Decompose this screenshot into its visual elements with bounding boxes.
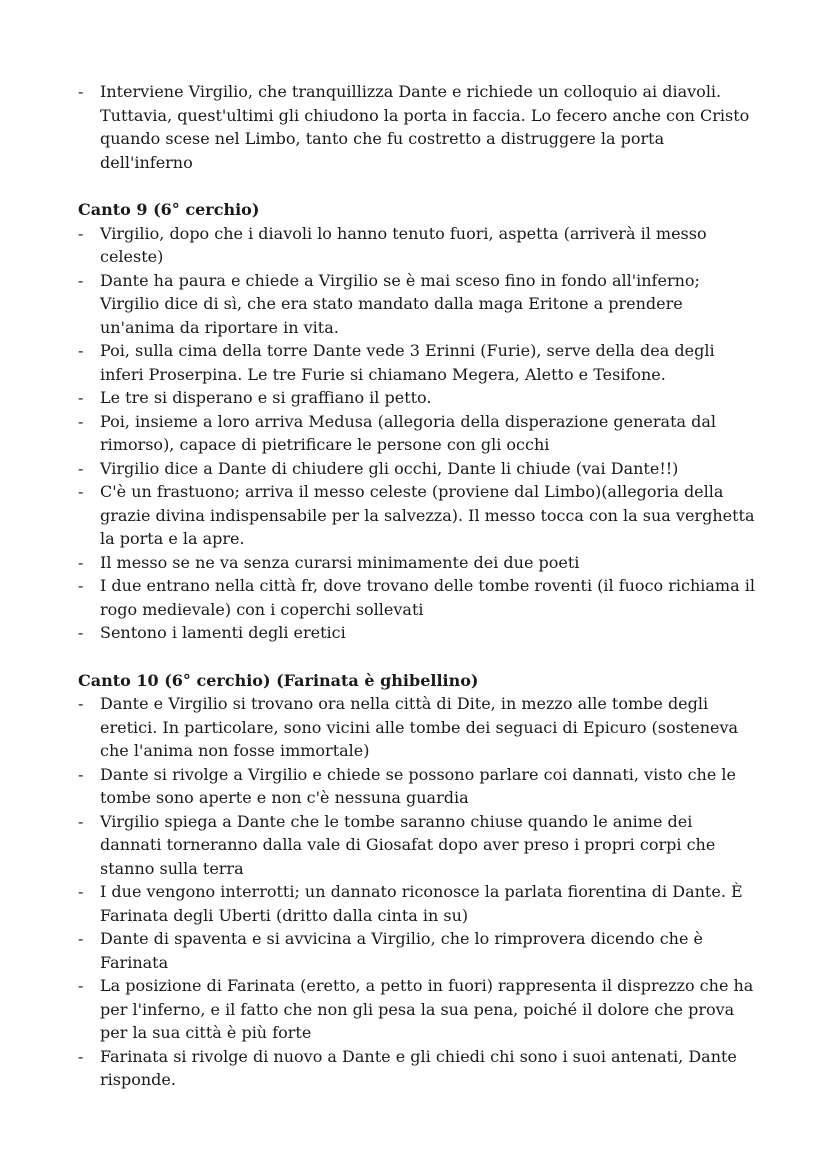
list-item: - La posizione di Farinata (eretto, a petto in fuori) rappresenta il disprezzo che ha per l'inferno, e il fatto che non gli pesa la sua pena, poiché il dolore che prova per la sua città è più forte bbox=[78, 974, 758, 1045]
list-item: - Poi, insieme a loro arriva Medusa (allegoria della disperazione generata dal rimorso), capace di pietrificare le persone con gli occhi bbox=[78, 410, 758, 457]
list-item: - C'è un frastuono; arriva il messo celeste (proviene dal Limbo)(allegoria della grazie divina indispensabile per la salvezza). Il messo tocca con la sua verghetta la porta e la apre. bbox=[78, 480, 758, 551]
list-item: - Dante di spaventa e si avvicina a Virgilio, che lo rimprovera dicendo che è Farinata bbox=[78, 927, 758, 974]
list-item: - I due entrano nella città fr, dove trovano delle tombe roventi (il fuoco richiama il rogo medievale) con i coperchi sollevati bbox=[78, 574, 758, 621]
canto-10-list bbox=[78, 692, 758, 1092]
list-item: - Virgilio, dopo che i diavoli lo hanno tenuto fuori, aspetta (arriverà il messo celeste) bbox=[78, 222, 758, 269]
list-item: - Interviene Virgilio, che tranquillizza Dante e richiede un colloquio ai diavoli. Tuttavia, quest'ultimi gli chiudono la porta in faccia. Lo fecero anche con Cristo quando scese nel Limbo, tanto che fu costretto a distruggere la porta dell'inferno bbox=[78, 80, 758, 174]
list-item: - Farinata si rivolge di nuovo a Dante e gli chiedi chi sono i suoi antenati, Dante risponde. bbox=[78, 1045, 758, 1092]
list-item: - Poi, sulla cima della torre Dante vede 3 Erinni (Furie), serve della dea degli inferi Proserpina. Le tre Furie si chiamano Megera, Aletto e Tesifone. bbox=[78, 339, 758, 386]
section-heading-canto-10: Canto 10 (6° cerchio) (Farinata è ghibellino) bbox=[78, 670, 479, 690]
list-item: - Il messo se ne va senza curarsi minimamente dei due poeti bbox=[78, 551, 758, 575]
section-gap bbox=[78, 174, 758, 198]
list-item: - Dante si rivolge a Virgilio e chiede se possono parlare coi dannati, visto che le tombe sono aperte e non c'è nessuna guardia bbox=[78, 763, 758, 810]
list-item: - Virgilio spiega a Dante che le tombe saranno chiuse quando le anime dei dannati torneranno dalla vale di Giosafat dopo aver preso i propri corpi che stanno sulla terra bbox=[78, 810, 758, 881]
list-item: - Sentono i lamenti degli eretici bbox=[78, 621, 758, 645]
document-page bbox=[78, 80, 758, 1092]
list-item: - Le tre si disperano e si graffiano il petto. bbox=[78, 386, 758, 410]
list-item: - Virgilio dice a Dante di chiudere gli occhi, Dante li chiude (vai Dante!!) bbox=[78, 457, 758, 481]
intro-list bbox=[78, 80, 758, 174]
list-item: - Dante ha paura e chiede a Virgilio se è mai sceso fino in fondo all'inferno; Virgilio dice di sì, che era stato mandato dalla maga Eritone a prendere un'anima da riportare in vita. bbox=[78, 269, 758, 340]
canto-9-list bbox=[78, 222, 758, 645]
list-item: - I due vengono interrotti; un dannato riconosce la parlata fiorentina di Dante. È Farinata degli Uberti (dritto dalla cinta in su) bbox=[78, 880, 758, 927]
section-heading-canto-9: Canto 9 (6° cerchio) bbox=[78, 200, 260, 219]
list-item: - Dante e Virgilio si trovano ora nella città di Dite, in mezzo alle tombe degli eretici. In particolare, sono vicini alle tombe dei seguaci di Epicuro (sosteneva che l'anima non fosse immortale) bbox=[78, 692, 758, 763]
section-gap bbox=[78, 645, 758, 669]
